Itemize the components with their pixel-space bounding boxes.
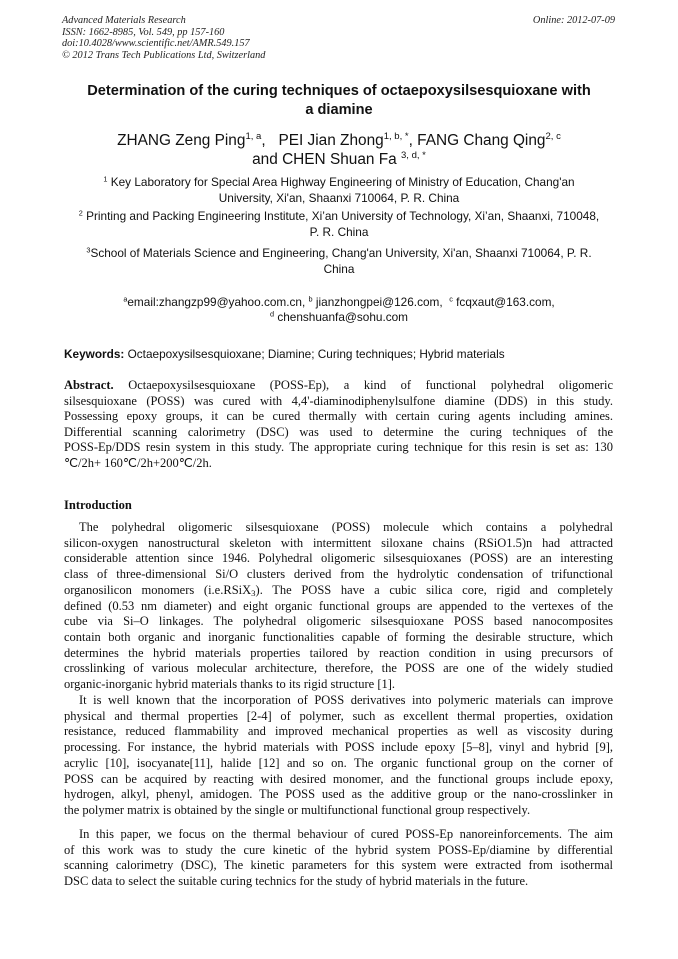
keywords-text: Octaepoxysilsesquioxane; Diamine; Curing techniques; Hybrid materials bbox=[124, 347, 505, 361]
paragraph-line: considerable attention since 1946. Polyhedral oligomeric silsesquioxanes (POSS) are an interesting bbox=[64, 551, 613, 566]
email-mark: b bbox=[308, 294, 313, 304]
paragraph-line: class of three-dimensional Si/O clusters derived from the hydrolytic condensation of trifunctional bbox=[64, 567, 613, 582]
affiliation-text: University, Xi'an, Shaanxi 710064, P. R. China bbox=[218, 190, 460, 205]
paragraph-line: It is well known that the incorporation of POSS derivatives into polymeric materials can improve bbox=[79, 693, 613, 707]
affiliation-line bbox=[64, 246, 614, 262]
author-separator: , bbox=[408, 132, 418, 149]
keywords bbox=[64, 347, 614, 362]
author-name: FANG Chang Qing bbox=[417, 132, 546, 149]
paragraph-line: of this work was to study the cure kinetic of the hybrid system POSS-Ep/diamine by differential bbox=[64, 842, 613, 857]
paragraph-1 bbox=[64, 520, 613, 693]
affiliation-1 bbox=[64, 175, 614, 206]
abstract-label: Abstract. bbox=[64, 378, 114, 392]
email-link[interactable]: fcqxaut@163.com, bbox=[452, 295, 555, 309]
affiliation-text: P. R. China bbox=[309, 224, 369, 239]
paragraph-line: organic-inorganic hybrid materials thanks to its rigid structure [1]. bbox=[64, 677, 396, 692]
subscript: 3 bbox=[251, 588, 256, 598]
affiliation-text: Printing and Packing Engineering Institute, Xi’an University of Technology, Xi’an, Shaanxi, 710048, bbox=[82, 209, 600, 223]
email-mark: d bbox=[269, 309, 275, 319]
issn: ISSN: 1662-8985, Vol. 549, pp 157-160 bbox=[62, 26, 225, 38]
affiliation-line bbox=[64, 209, 614, 225]
abstract-line: silsesquioxane (POSS) was cured with 4,4'-diaminodiphenylsulfone diamine (DDS) in this study. bbox=[64, 393, 613, 408]
paragraph-line: processing. For instance, the hybrid materials with POSS include epoxy [5–8], vinyl and hybrid [9], bbox=[64, 740, 613, 755]
author-name: PEI Jian Zhong bbox=[278, 132, 384, 149]
title-line: a diamine bbox=[305, 102, 373, 118]
author-affiliation-mark: 1, b, * bbox=[383, 130, 409, 142]
paragraph-line bbox=[64, 583, 613, 599]
affiliation-text: School of Materials Science and Engineering, Chang'an University, Xi'an, Shaanxi 710064, P. R. bbox=[90, 246, 592, 260]
paragraph-line: POSS can be acquired by reacting with desired monomer, and the functional groups include epoxy, bbox=[64, 771, 613, 786]
author-affiliation-mark: 3, d, * bbox=[400, 149, 426, 161]
affiliation-2 bbox=[64, 209, 614, 240]
affiliation-mark: 1 bbox=[103, 174, 108, 184]
section-heading-introduction: Introduction bbox=[64, 498, 132, 512]
paragraph-line: scanning calorimetry (DSC), The kinetic parameters for this system were extracted from isothermal bbox=[64, 858, 613, 873]
paragraph-text: ). The POSS have a cubic silica core, rigid and completely bbox=[255, 582, 613, 597]
author-list bbox=[55, 131, 623, 169]
abstract-line: Differential scanning calorimetry (DSC) was used to determine the curing techniques of the bbox=[64, 424, 613, 439]
journal-name: Advanced Materials Research bbox=[62, 15, 186, 26]
paper-title bbox=[55, 82, 623, 120]
paragraph-2 bbox=[64, 693, 613, 819]
affiliation-line bbox=[64, 175, 614, 191]
doi: doi:10.4028/www.scientific.net/AMR.549.157 bbox=[62, 38, 250, 50]
author-line bbox=[55, 150, 623, 169]
paragraph-line: physical and thermal properties [2-4] of polymer, such as excellent thermal properties, oxidation bbox=[64, 708, 613, 723]
paragraph-line: contain both organic and inorganic functionalities capable of forming the desirable structure, which bbox=[64, 629, 613, 644]
email-link[interactable]: email:zhangzp99@yahoo.com.cn, bbox=[127, 295, 309, 309]
abstract-line: ℃/2h+ 160℃/2h+200℃/2h. bbox=[64, 455, 212, 470]
affiliation-mark: 2 bbox=[78, 208, 83, 218]
abstract-line bbox=[64, 378, 613, 394]
online-date: Online: 2012-07-09 bbox=[532, 15, 615, 26]
email-line bbox=[64, 310, 614, 325]
paragraph-line: cube via Si–O linkages. The polyhedral oligomeric silsesquioxane POSS based nanocomposites bbox=[64, 614, 613, 629]
author-name: ZHANG Zeng Ping bbox=[117, 132, 246, 149]
abstract-text: Octaepoxysilsesquioxane (POSS-Ep), a kind of functional polyhedral oligomeric bbox=[113, 378, 613, 392]
title-line: Determination of the curing techniques of octaepoxysilsesquioxane with bbox=[87, 83, 591, 99]
paragraph-line: DSC data to select the suitable curing technics for the study of hybrid materials in the future. bbox=[64, 874, 529, 889]
paragraph-line: In this paper, we focus on the thermal behaviour of cured POSS-Ep nanoreinforcements. The aim bbox=[79, 827, 613, 841]
author-affiliation-mark: 1, a bbox=[245, 130, 262, 142]
email-link[interactable]: chenshuanfa@sohu.com bbox=[274, 310, 409, 324]
affiliation-text: China bbox=[323, 261, 355, 276]
abstract bbox=[64, 378, 613, 472]
keywords-label: Keywords: bbox=[64, 347, 125, 361]
author-affiliation-mark: 2, c bbox=[545, 130, 561, 142]
email-link[interactable]: jianzhongpei@126.com, bbox=[312, 295, 450, 309]
copyright: © 2012 Trans Tech Publications Ltd, Switzerland bbox=[62, 49, 266, 61]
email-mark: c bbox=[449, 294, 453, 304]
paragraph-line: resistance, reduced flammability and improved mechanical properties as well as viscosity during bbox=[64, 724, 613, 739]
email-mark: a bbox=[123, 294, 128, 304]
paragraph-line: crosslinking of various molecular architecture, therefore, the POSS are one of the widely studied bbox=[64, 661, 613, 676]
abstract-line: Possessing epoxy groups, it can be cured thermally with certain curing agents including amines. bbox=[64, 409, 613, 424]
affiliation-3 bbox=[64, 246, 614, 277]
paragraph-line: The polyhedral oligomeric silsesquioxane (POSS) molecule which contains a polyhedral bbox=[79, 520, 613, 534]
paragraph-line: silicon-oxygen nanostructural skeleton with intermittent siloxane chains (RSiO1.5)n had attracted bbox=[64, 535, 613, 550]
paragraph-line: the polymer matrix is obtained by the single or multifunctional functional group respectively. bbox=[64, 802, 531, 817]
affiliation-text: Key Laboratory for Special Area Highway Engineering of Ministry of Education, Chang'an bbox=[107, 175, 575, 189]
author-line bbox=[55, 131, 623, 150]
email-line bbox=[64, 295, 614, 310]
paragraph-text: organosilicon monomers (i.e.RSiX bbox=[64, 582, 252, 597]
paragraph-line: acrylic [10], isocyanate[11], halide [12] and so on. The organic functional group on the corner of bbox=[64, 755, 613, 770]
paragraph-line: hydrogen, alkyl, phenyl, amidogen. The POSS used as the additive group or the nano-crosslinker in bbox=[64, 787, 613, 802]
affiliation-mark: 3 bbox=[86, 245, 91, 255]
author-separator: , bbox=[261, 132, 279, 149]
author-name: and CHEN Shuan Fa bbox=[252, 151, 401, 168]
paragraph-line: determines the hybrid materials properties tailored by reaction condition in using precursors of bbox=[64, 645, 613, 660]
paragraph-3 bbox=[64, 827, 613, 890]
author-emails bbox=[64, 295, 614, 325]
abstract-line: POSS-Ep/DDS resin system in this study. The appropriate curing technique for this resin is set as: 130 bbox=[64, 440, 613, 455]
journal-header bbox=[62, 15, 265, 61]
paragraph-line: defined (0.53 nm diameter) and eight organic functional groups are appended to the vertexes of the bbox=[64, 598, 613, 613]
